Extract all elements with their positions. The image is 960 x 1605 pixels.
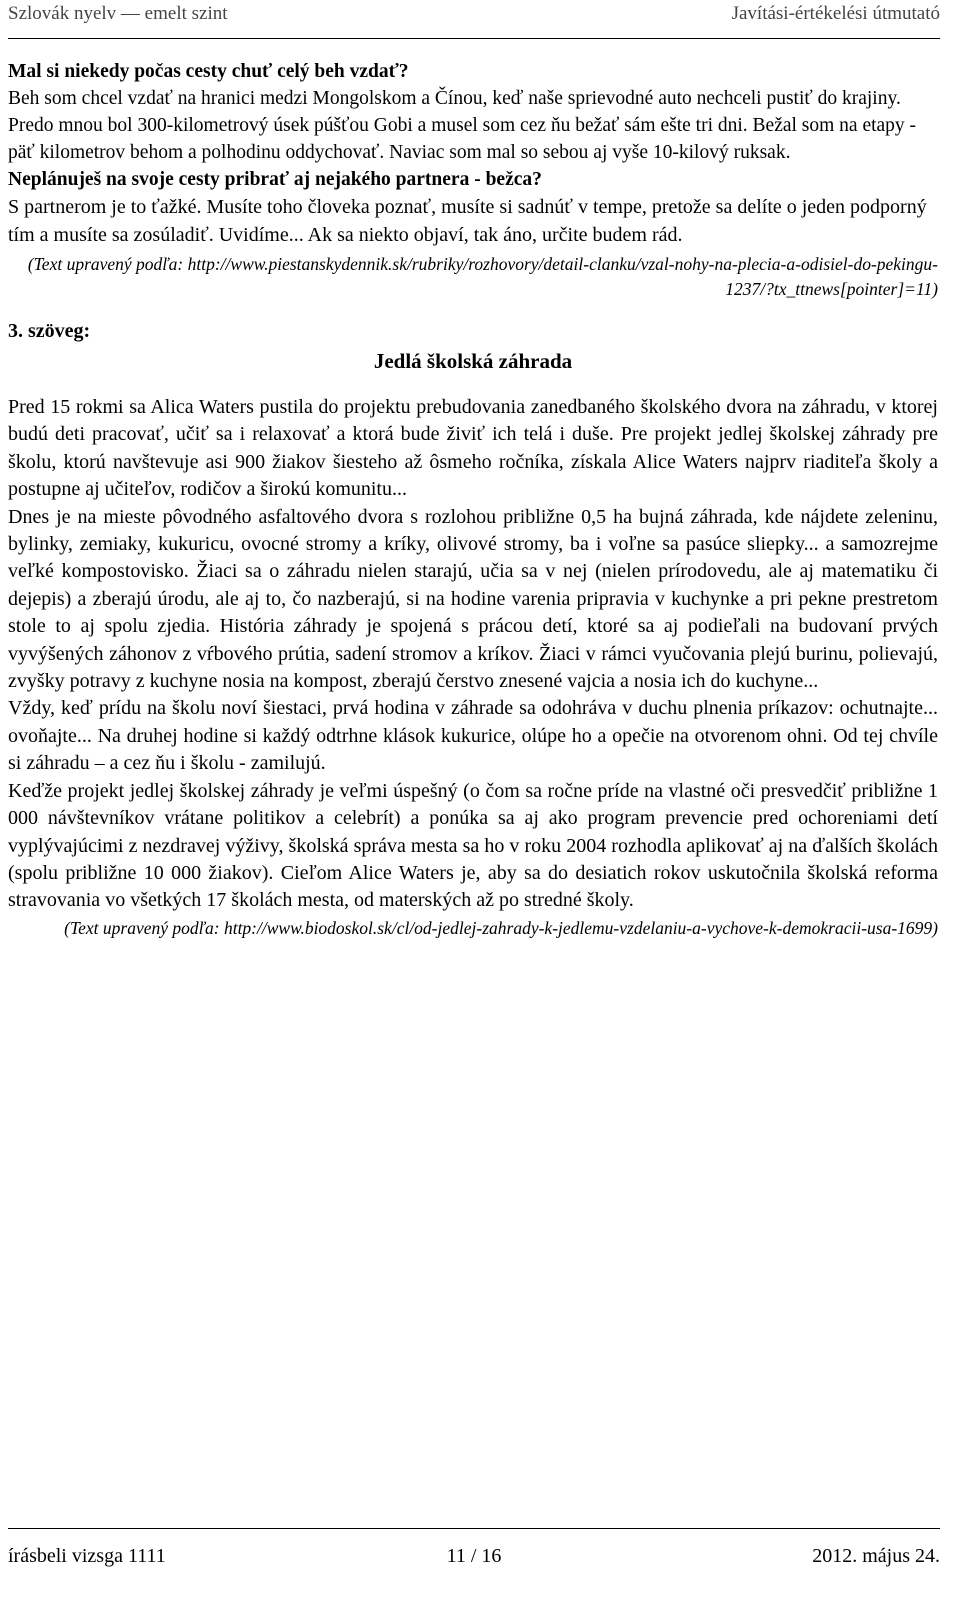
page-header xyxy=(8,0,940,39)
interview-question-2: Neplánuješ na svoje cesty pribrať aj nejakého partnera - bežca? xyxy=(8,169,542,190)
footer-divider xyxy=(8,1528,940,1529)
footer-date: 2012. május 24. xyxy=(812,1545,941,1567)
article-paragraph: Vždy, keď prídu na školu noví šiestaci, prvá hodina v záhrade sa odohráva v duchu plnenia príkazov: ochutnajte... ovoňajte... Na druhej hodine si každý odtrhne klások kukurice, olúpe ho a opečie na otvorenom ohni. Od tej chvíle si záhradu – a cez ňu i školu - zamilujú. xyxy=(8,697,938,775)
header-subject: Szlovák nyelv — emelt szint xyxy=(8,3,228,24)
text3-section xyxy=(8,318,938,941)
article-paragraph: Pred 15 rokmi sa Alica Waters pustila do projektu prebudovania zanedbaného školského dvora na záhradu, v ktorej budú deti pracovať, učiť sa i relaxovať a ktorá bude živiť ich telá i duše. Pre projekt jedlej školskej záhrady pre školu, ktorú navštevuje asi 900 žiakov šiesteho až ôsmeho ročníka, získala Alice Waters najprv riaditeľa školy a postupne aj učiteľov, rodičov a širokú komunitu... xyxy=(8,396,938,501)
article-paragraph: Dnes je na mieste pôvodného asfaltového dvora s rozlohou približne 0,5 ha bujná záhrada, kde nájdete zeleninu, bylinky, zemiaky, kukuricu, ovocné stromy a kríky, olivové stromy, ba i voľne sa pasúce sliepky... a samozrejme veľké kompostovisko. Žiaci sa o záhradu nielen starajú, učia sa v nej (nielen prírodovedu, ale aj matematiku či dejepis) a zberajú úrodu, ale aj to, čo nazberajú, si na hodine varenia pripravia v kuchynke a pri pekne prestretom stole to aj spolu zjedia. História záhrady je spojená s prácou detí, ktoré sa aj podieľali na budovaní prvých vyvýšených záhonov z vŕbového prútia, sadení stromov a kríkov. Žiaci v rámci vyučovania plejú burinu, polievajú, zvyšky potravy z kuchyne nosia na kompost, zberajú čerstvo znesené vajcia a nosia ich do kuchyne... xyxy=(8,505,938,693)
interview-section xyxy=(8,58,938,302)
interview-answer-1: Beh som chcel vzdať na hranici medzi Mongolskom a Čínou, keď naše sprievodné auto nechceli pustiť do krajiny. Predo mnou bol 300-kilometrový úsek púšťou Gobi a musel som cez ňu bežať sám ešte tri dni. Bežal som na etapy - päť kilometrov behom a polhodinu oddychovať. Naviac som mal so sebou aj vyše 10-kilový ruksak. xyxy=(8,88,917,163)
interview-answer-2: S partnerom je to ťažké. Musíte toho človeka poznať, musíte si sadnúť v tempe, pretože sa delíte o jeden podporný tím a musíte sa zosúladiť. Uvidíme... Ak sa niekto objaví, tak áno, určite budem rád. xyxy=(8,196,927,246)
page-footer xyxy=(8,1542,940,1570)
footer-exam-code: írásbeli vizsga 1111 xyxy=(8,1545,166,1567)
interview-source: (Text upravený podľa: http://www.piestanskydennik.sk/rubriky/rozhovory/detail-clanku/vzal-nohy-na-plecia-a-odisiel-do-pekingu-1237/?tx_ttnews[pointer]=11) xyxy=(27,254,938,299)
section-label: 3. szöveg: xyxy=(8,320,91,342)
article-body xyxy=(8,394,938,915)
page-content xyxy=(8,58,938,941)
article-source: (Text upravený podľa: http://www.biodoskol.sk/cl/od-jedlej-zahrady-k-jedlemu-vzdelaniu-a-vychove-k-demokracii-usa-1699) xyxy=(64,917,938,938)
article-paragraph: Keďže projekt jedlej školskej záhrady je veľmi úspešný (o čom sa ročne príde na vlastné oči presvedčiť približne 1 000 návštevníkov vrátane politikov a celebrít) a ponúka sa aj ako program prevencie pred ochoreniami detí vyplývajúcimi z nezdravej výživy, školská správa mesta sa ho v roku 2004 rozhodla aplikovať aj na ďalších školách (spolu približne 10 000 žiakov). Cieľom Alice Waters je, aby sa do desiatich rokov uskutočnila školská reforma stravovania vo všetkých 17 školách mesta, od materských až po stredné školy. xyxy=(8,779,938,912)
article-title: Jedlá školská záhrada xyxy=(373,349,573,373)
footer-page-number: 11 / 16 xyxy=(446,1545,502,1567)
interview-question-1: Mal si niekedy počas cesty chuť celý beh vzdať? xyxy=(8,61,409,82)
header-doc-type: Javítási-értékelési útmutató xyxy=(731,3,940,24)
